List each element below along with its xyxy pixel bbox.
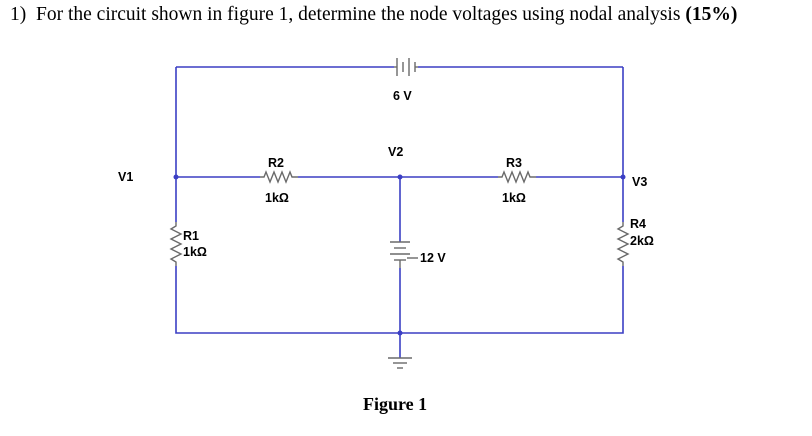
resistor-r2 [260, 172, 298, 182]
question-number: 1) [10, 4, 27, 25]
label-r4-value: 2kΩ [630, 234, 654, 248]
label-node-v2: V2 [388, 145, 404, 159]
node-v1-dot [174, 175, 179, 180]
label-node-v3: V3 [632, 175, 648, 189]
label-r1-name: R1 [183, 229, 199, 243]
label-r2-value: 1kΩ [265, 191, 289, 205]
node-v2-dot [398, 175, 403, 180]
resistor-r1 [171, 222, 181, 266]
resistor-r4 [618, 222, 628, 266]
label-r1-value: 1kΩ [183, 245, 207, 259]
label-node-v1: V1 [118, 170, 134, 184]
label-6v: 6 V [393, 89, 412, 103]
question-weight: (15%) [685, 4, 738, 25]
label-12v: 12 V [420, 251, 446, 265]
question-body: For the circuit shown in figure 1, determine the node voltages using nodal analysis [36, 4, 681, 25]
wires [176, 67, 623, 358]
battery-12v-symbol [390, 242, 418, 268]
label-r2-name: R2 [268, 156, 284, 170]
label-r3-value: 1kΩ [502, 191, 526, 205]
label-r3-name: R3 [506, 156, 522, 170]
resistor-r3 [498, 172, 536, 182]
node-v3-dot [621, 175, 626, 180]
node-ground-dot [398, 331, 403, 336]
battery-6v-symbol [394, 58, 418, 76]
figure-caption: Figure 1 [363, 394, 428, 414]
label-r4-name: R4 [630, 217, 646, 231]
ground-icon [388, 358, 412, 368]
